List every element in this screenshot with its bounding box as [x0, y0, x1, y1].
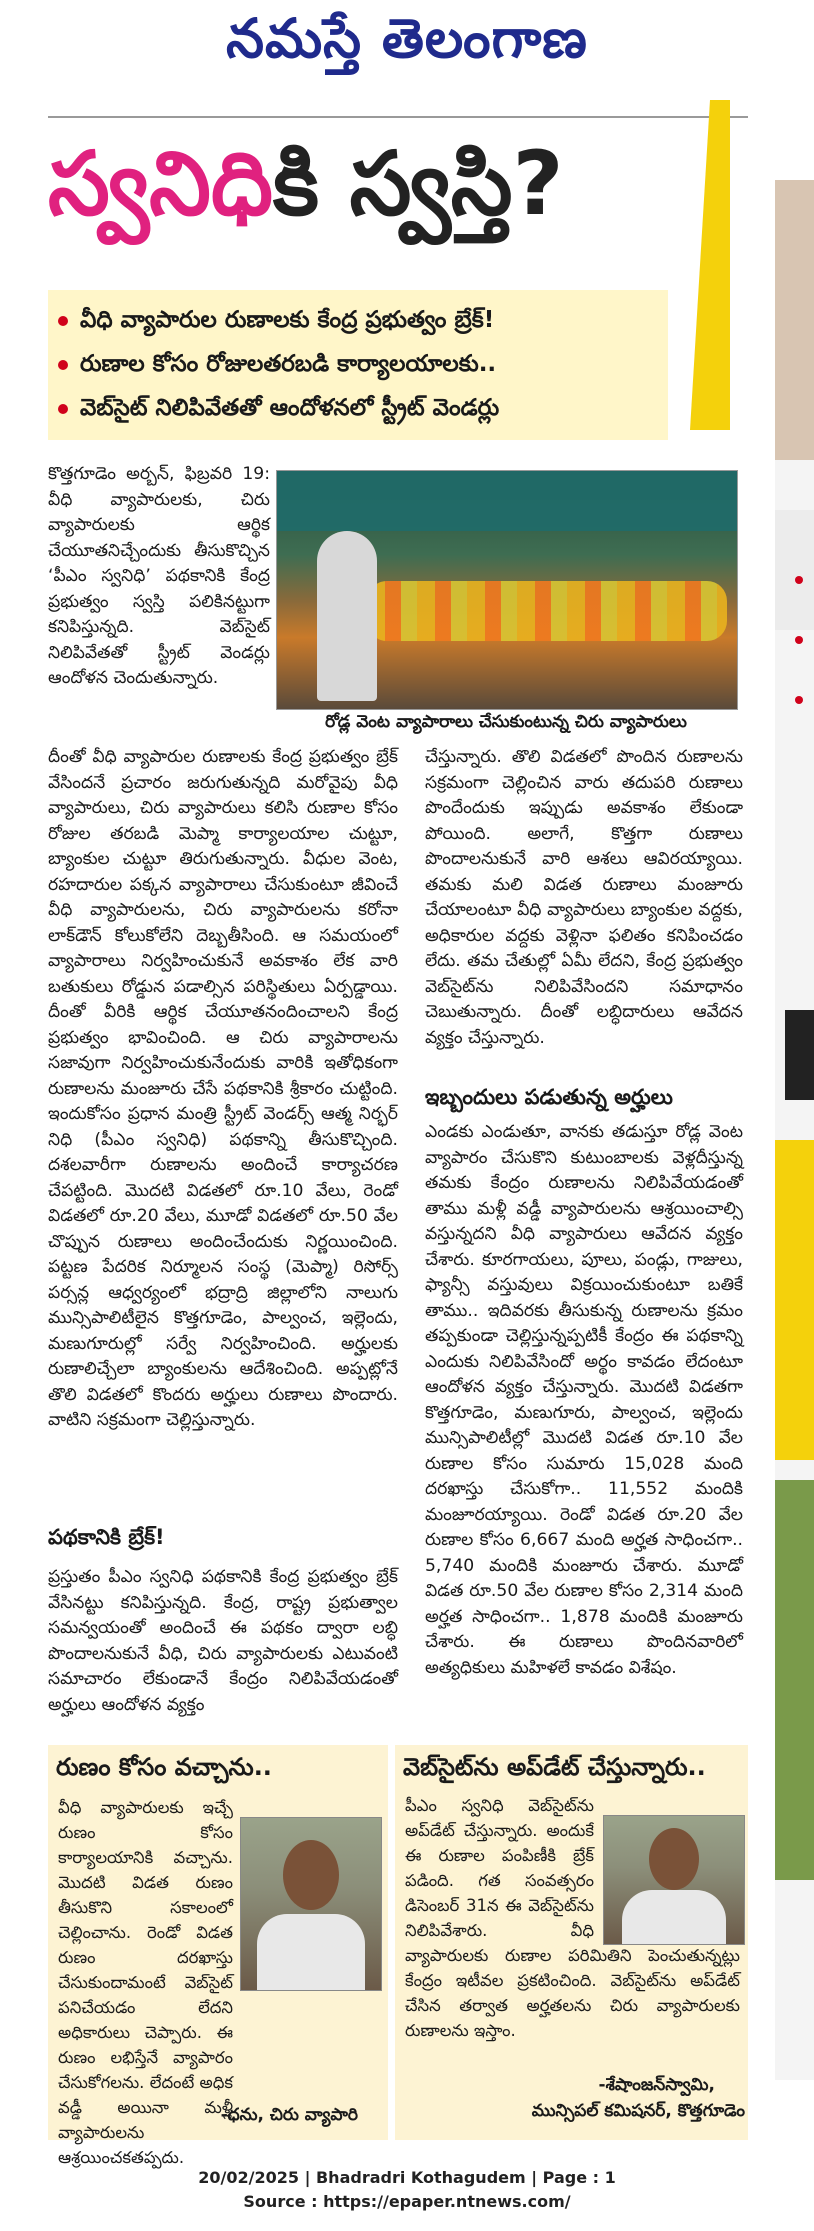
bullet-dot-icon — [58, 360, 68, 370]
highlight-item: రుణాల కోసం రోజులతరబడి కార్యాలయాలకు.. — [58, 342, 658, 386]
quote-box-text: వీధి వ్యాపారులకు ఇచ్చే రుణం కోసం కార్యాలయానికి వచ్చాను. మొదటి విడత రుణం తీసుకొని సకాలంలో చెల్లించాను. రెండో విడత రుణం దరఖాస్తు చేసుకుందామంటే వెబ్‌సైట్ పనిచేయడం లేదని అధికారులు చెప్పారు. ఈ రుణం లభిస్తేనే వ్యాపారం చేసుకోగలను. లేదంటే అధిక వడ్డీ అయినా మళ్లీ వ్యాపారులను ఆశ్రయించకతప్పదు. — [58, 1798, 233, 2167]
highlight-item: వీధి వ్యాపారుల రుణాలకు కేంద్ర ప్రభుత్వం బ్రేక్! — [58, 298, 658, 342]
article-eligible-text: ఎండకు ఎండుతూ, వానకు తడుస్తూ రోడ్ల వెంట వ్యాపారం చేసుకొని కుటుంబాలకు వెళ్లదీస్తున్న తమకు కేంద్రం రుణాలను నిలిపివేయడంతో తాము మళ్లీ వడ్డీ వ్యాపారులను ఆశ్రయించాల్సి వస్తున్నదని వీధి వ్యాపారులు ఆవేదన వ్యక్తం చేశారు. కూరగాయలు, పూలు, పండ్లు, గాజులు, ఫ్యాన్సీ వస్తువులు విక్రయించుకుంటూ బతికే తాము.. ఇదివరకు తీసుకున్న రుణాలను క్రమం తప్పకుండా చెల్లిస్తున్నప్పటికీ కేంద్రం ఈ పథకాన్ని ఎందుకు నిలిపివేసిందో అర్థం కావడం లేదంటూ ఆందోళన వ్యక్తం చేస్తున్నారు. మొదటి విడతగా కొత్తగూడెం, మణుగూరు, పాల్వంచ, ఇల్లెందు మున్సిపాలిటీల్లో మొదటి విడత రూ.10 వేల రుణాల కోసం సుమారు 15,028 మంది దరఖాస్తు చేసుకోగా.. 11,552 మందికి మంజూరయ్యాయి. రెండో విడత రూ.20 వేల రుణాల కోసం 6,667 మంది అర్హత సాధించగా.. 5,740 మందికి మంజూరు చేశారు. మూడో విడత రూ.50 వేల రుణాల కోసం 2,314 మంది అర్హత సాధించగా.. 1,878 మందికి మంజూరు చేశారు. ఈ రుణాలు పొందినవారిలో అత్యధికులు మహిళలే కావడం విశేషం. — [425, 1122, 743, 1678]
highlights-box — [48, 290, 668, 440]
headline-part-dark: కి స్వస్తి? — [273, 132, 564, 235]
quote-box-vendor — [48, 1745, 388, 2167]
article-break-text: ప్రస్తుతం పీఎం స్వనిధి పథకానికి కేంద్ర ప్రభుత్వం బ్రేక్ వేసినట్టు కనిపిస్తున్నది. కేంద్ర, రాష్ట్ర ప్రభుత్వాల సమన్వయంతో అందించే ఈ పథకం ద్వారా లబ్ధి పొందాలనుకునే వీధి, చిరు వ్యాపారులకు ఎటువంటి సమాచారం లేకుండానే కేంద్రం నిలిపివేయడంతో అర్హులు ఆందోళన వ్యక్తం — [48, 1567, 398, 1715]
photo-person-shape — [317, 531, 377, 701]
portrait-body-shape — [257, 1914, 365, 1990]
subheading-break: పథకానికి బ్రేక్! — [48, 1525, 165, 1549]
bullet-dot-icon — [58, 404, 68, 414]
footer-date-line: 20/02/2025 | Bhadradri Kothagudem | Page : 1 — [198, 2168, 616, 2187]
headline — [48, 132, 738, 235]
market-photo — [276, 470, 738, 710]
photo-tarp-shape — [277, 471, 737, 531]
portrait-head-shape — [283, 1840, 339, 1910]
masthead — [0, 0, 814, 100]
quote-box-title: వెబ్‌సైట్‌ను అప్‌డేట్ చేస్తున్నారు.. — [403, 1753, 706, 1781]
adjacent-page-strip — [775, 180, 814, 2080]
highlight-item: వెబ్‌సైట్ నిలిపివేతతో ఆందోళనలో స్ట్రీట్ వెండర్లు — [58, 386, 658, 430]
headline-part-pink: స్వనిధి — [48, 132, 274, 235]
article-right-column: చేస్తున్నారు. తొలి విడతలో పొందిన రుణాలను సక్రమంగా చెల్లించిన వారు తదుపరి రుణాలు పొందేందుకు ఇప్పుడు అవకాశం లేకుండా పోయింది. అలాగే, కొత్తగా రుణాలు పొందాలనుకునే వారి ఆశలు ఆవిరయ్యాయి. తమకు మలి విడత రుణాలు మంజూరు చేయాలంటూ వీధి వ్యాపారులు బ్యాంకుల వద్దకు, అధికారుల వద్దకు వెళ్లినా ఫలితం కనిపించడం లేదు. తమ చేతుల్లో ఏమీ లేదని, కేంద్ర ప్రభుత్వం వెబ్‌సైట్‌ను నిలిపివేసిందని సమాధానం చెబుతున్నారు. దీంతో లబ్ధిదారులు ఆవేదన వ్యక్తం చేస్తున్నారు. — [425, 747, 743, 1048]
footer-source-line: Source : https://epaper.ntnews.com/ — [243, 2192, 571, 2211]
article-intro: కొత్తగూడెం అర్బన్, ఫిబ్రవరి 19: వీధి వ్యాపారులకు, చిరు వ్యాపారులకు ఆర్థిక చేయూతనిచ్చేందుకు తీసుకొచ్చిన ‘పీఎం స్వనిధి’ పథకానికి కేంద్ర ప్రభుత్వం స్వస్తి పలికినట్టుగా కనిపిస్తున్నది. వెబ్‌సైట్ నిలిపివేతతో స్ట్రీట్ వెండర్లు ఆందోళన చెందుతున్నారు. — [48, 464, 270, 688]
masthead-title: నమస్తే తెలంగాణ — [226, 6, 588, 70]
quote-signature: -ధను, చిరు వ్యాపారి — [220, 2105, 358, 2125]
quote-box-text: పీఎం స్వనిధి వెబ్‌సైట్‌ను అప్‌డేట్ చేస్తున్నారు. అందుకే ఈ రుణాల పంపిణీకి బ్రేక్ పడింది. గత సంవత్సరం డిసెంబర్ 31న ఈ వెబ్‌సైట్‌ను నిలిపివేశారు. వీధి వ్యాపారులకు రుణాల పరిమితిని పెంచుతున్నట్లు కేంద్రం ఇటీవల ప్రకటించింది. వెబ్‌సైట్‌ను అప్‌డేట్ చేసిన తర్వాత అర్హతలను చిరు వ్యాపారులకు రుణాలను ఇస్తాం. — [405, 1796, 740, 2040]
masthead-divider — [48, 116, 748, 118]
article-left-column: దీంతో వీధి వ్యాపారుల రుణాలకు కేంద్ర ప్రభుత్వం బ్రేక్ వేసిందనే ప్రచారం జరుగుతున్నది మరోవైపు వీధి వ్యాపారులు, చిరు వ్యాపారులు కలిసి రుణాల కోసం రోజుల తరబడి మెప్మా కార్యాలయాల చుట్టూ, బ్యాంకుల చుట్టూ తిరుగుతున్నారు. వీధుల వెంట, రహదారుల పక్కన వ్యాపారాలు చేసుకుంటూ జీవించే వీధి వ్యాపారులను, చిరు వ్యాపారులను కరోనా లాక్‌డౌన్ కోలుకోలేని దెబ్బతీసింది. ఆ సమయంలో వ్యాపారాలు నిర్వహించుకునే అవకాశం లేక వారి బతుకులు రోడ్డున పడాల్సిన పరిస్థితులు ఏర్పడ్డాయి. దీంతో వీరికి ఆర్థిక చేయూతనందించాలని కేంద్ర ప్రభుత్వం భావించింది. ఆ చిరు వ్యాపారాలను సజావుగా నిర్వహించుకునేందుకు వారికి ఇతోధికంగా రుణాలను మంజూరు చేసే పథకానికి శ్రీకారం చుట్టింది. ఇందుకోసం ప్రధాన మంత్రి స్ట్రీట్ వెండర్స్ ఆత్మ నిర్భర్ నిధి (పీఎం స్వనిధి) పథకాన్ని తీసుకొచ్చింది. దశలవారీగా రుణాలను అందించే కార్యాచరణ చేపట్టింది. మొదటి విడతలో రూ.10 వేలు, రెండో విడతలో రూ.20 వేలు, మూడో విడతలో రూ.50 వేల చొప్పున రుణాలు అందించేందుకు నిర్ణయించింది. పట్టణ పేదరిక నిర్మూలన సంస్థ (మెప్మా) రిసోర్స్ పర్సన్ల ఆధ్వర్యంలో భద్రాద్రి జిల్లాలోని నాలుగు మున్సిపాలిటీలైన కొత్తగూడెం, పాల్వంచ, ఇల్లెందు, మణుగూరుల్లో సర్వే నిర్వహించింది. అర్హులకు రుణాలిచ్చేలా బ్యాంకులను ఆదేశించింది. అప్పట్లోనే తొలి విడతలో కొందరు అర్హులు రుణాలు పొందారు. వాటిని సక్రమంగా చెల్లిస్తున్నారు. — [48, 747, 398, 1430]
quote-signature: -శేషాంజన్‌స్వామి, — [598, 2075, 715, 2095]
quote-box-commissioner — [395, 1745, 748, 2140]
quote-box-title: రుణం కోసం వచ్చాను.. — [56, 1753, 272, 1781]
photo-fruit-shape — [367, 581, 727, 641]
subheading-eligible: ఇబ్బందులు పడుతున్న అర్హులు — [425, 1085, 673, 1109]
quote-signature-title: మున్సిపల్ కమిషనర్, కొత్తగూడెం — [531, 2101, 745, 2121]
vendor-portrait — [240, 1817, 382, 1991]
photo-caption: రోడ్ల వెంట వ్యాపారాలు చేసుకుంటున్న చిరు వ్యాపారులు — [325, 712, 687, 732]
bullet-dot-icon — [58, 316, 68, 326]
